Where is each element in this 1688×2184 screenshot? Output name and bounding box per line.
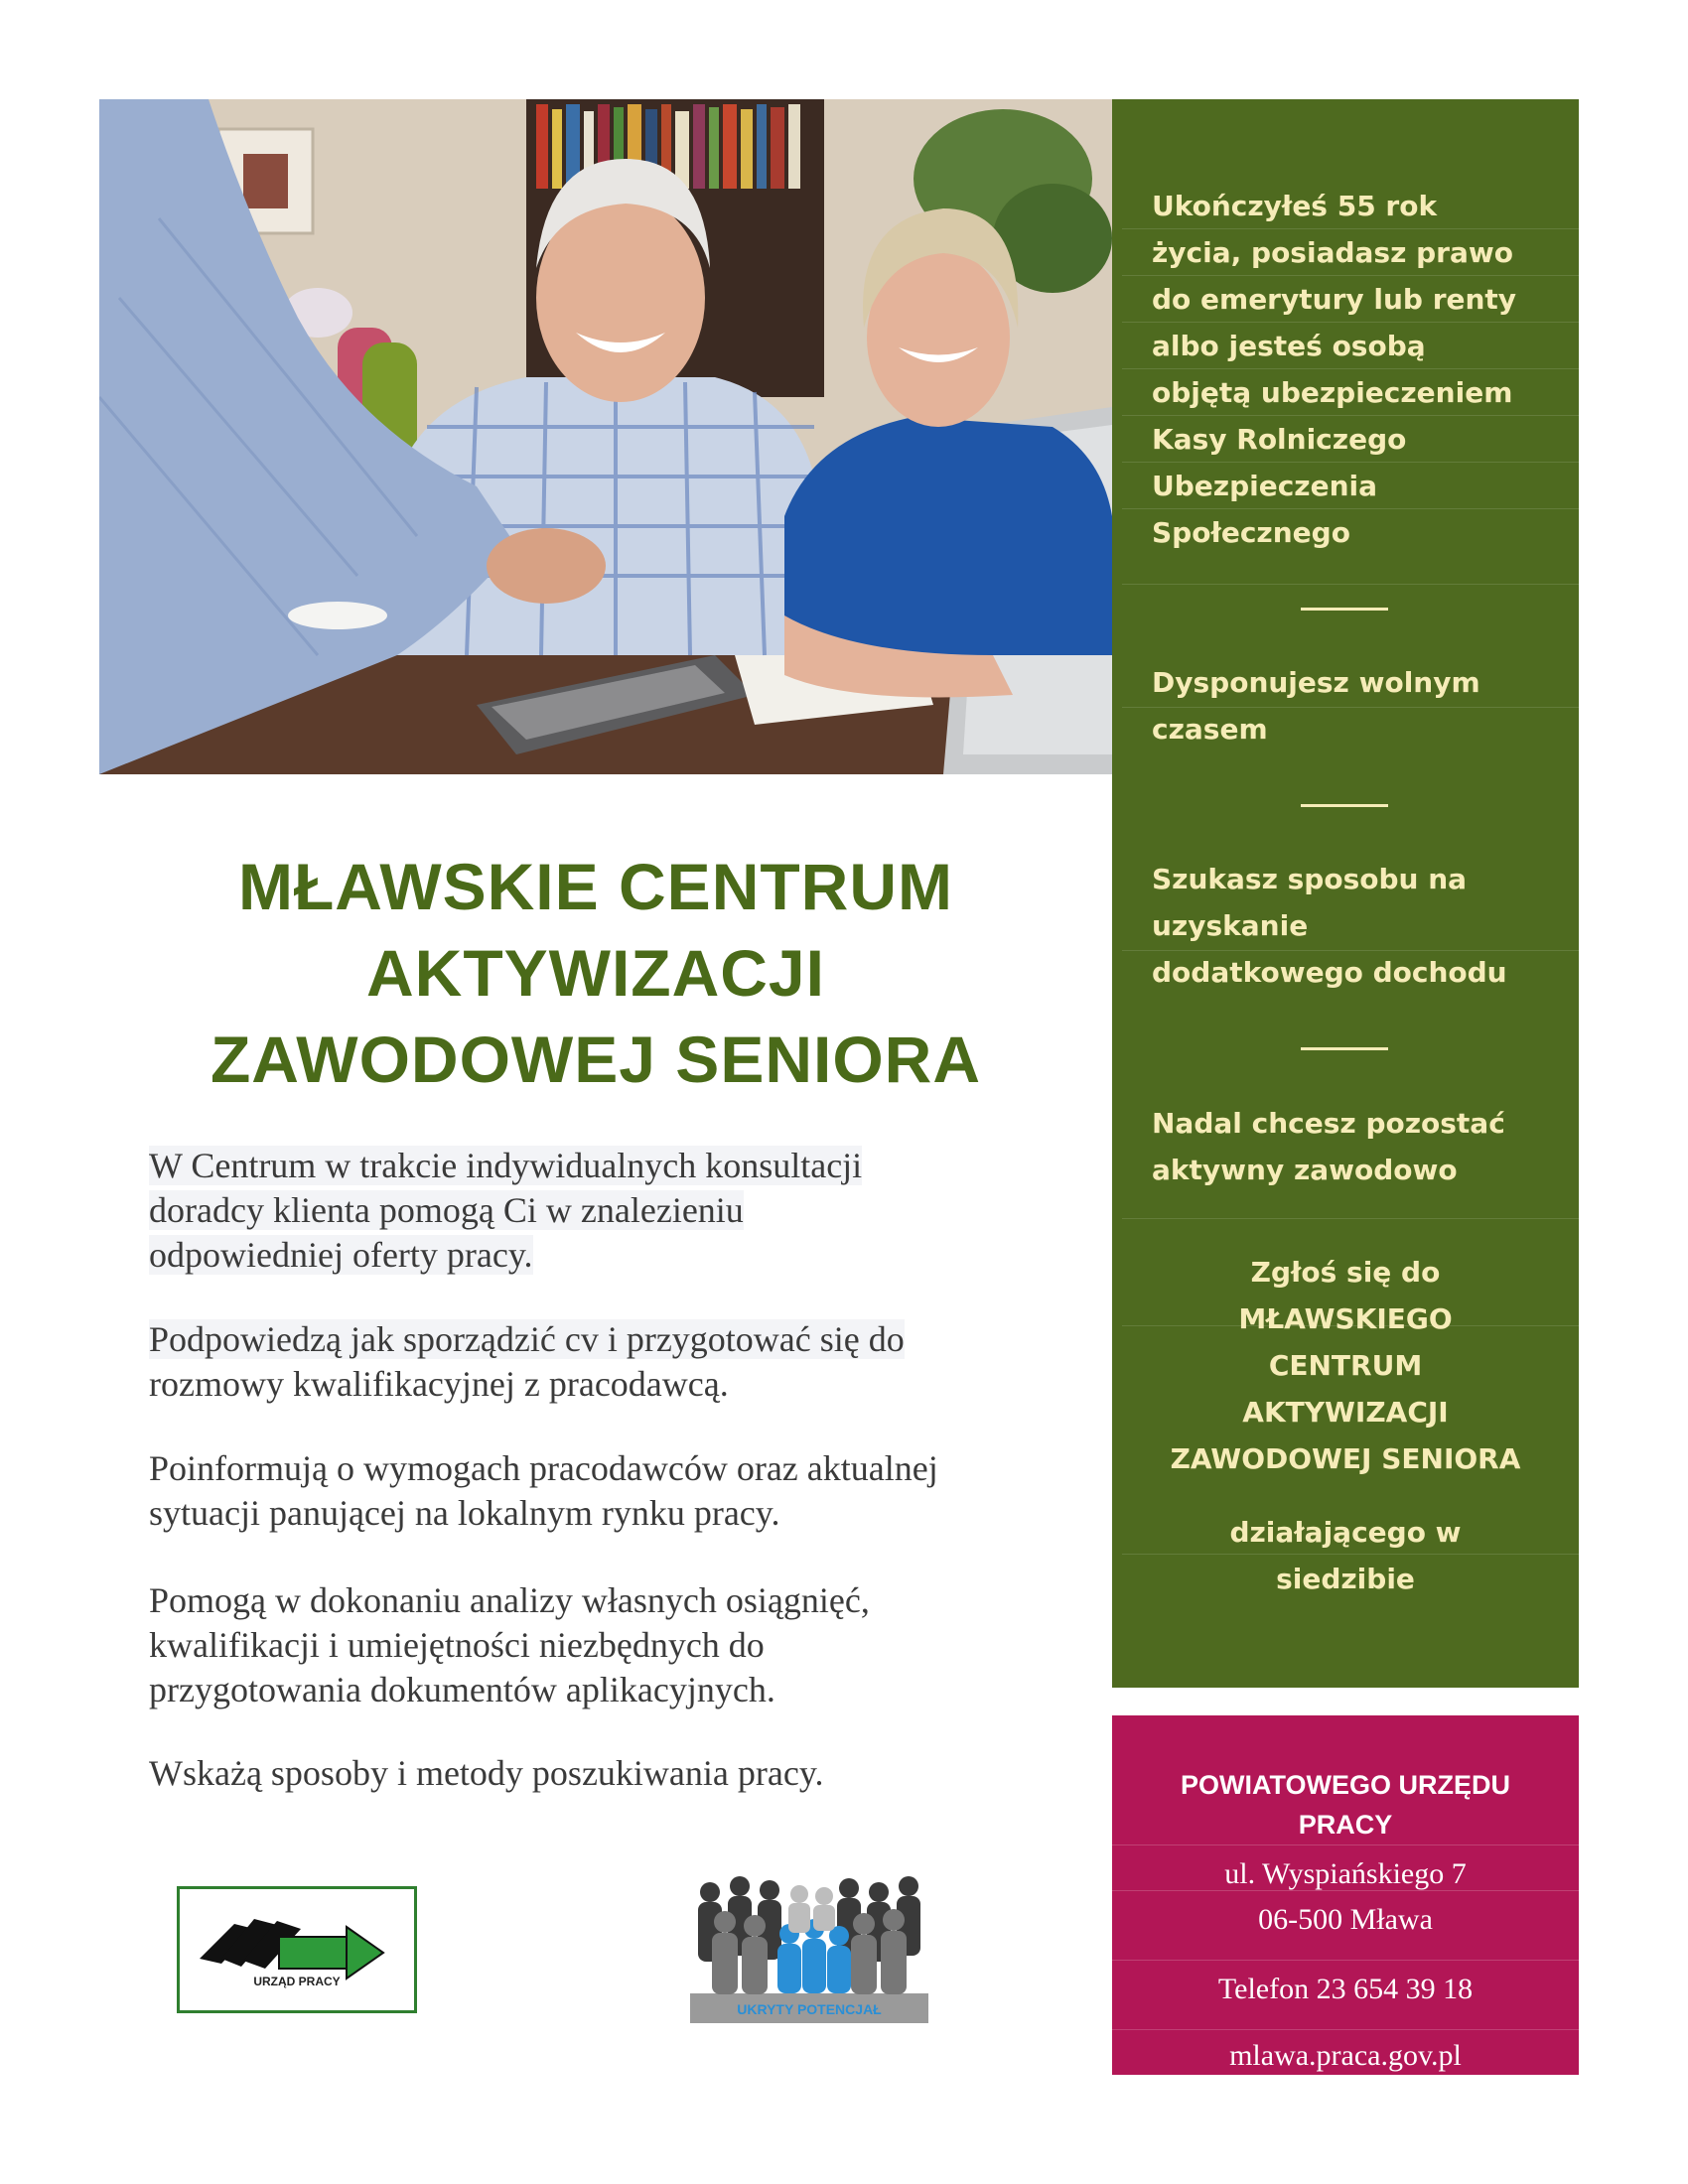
paragraph-line: Podpowiedzą jak sporządzić cv i przygotować się do bbox=[149, 1319, 905, 1359]
sidebar-line: czasem bbox=[1152, 713, 1268, 746]
sidebar-line: życia, posiadasz prawo bbox=[1152, 236, 1513, 269]
sidebar-line: aktywny zawodowo bbox=[1152, 1154, 1458, 1186]
paragraph-methods bbox=[149, 1751, 1102, 1796]
page-title bbox=[99, 844, 1092, 1103]
apply-label: Zgłoś się do bbox=[1250, 1256, 1441, 1289]
sidebar-line: ZAWODOWEJ SENIORA bbox=[1170, 1442, 1521, 1475]
paragraph-line: Wskażą sposoby i metody poszukiwania pracy. bbox=[149, 1753, 824, 1793]
paragraph-line: Poinformują o wymogach pracodawców oraz aktualnej bbox=[149, 1448, 938, 1488]
sidebar-line: Ukończyłeś 55 rok bbox=[1152, 190, 1438, 222]
center-name bbox=[1112, 1296, 1579, 1482]
criteria-extra-income bbox=[1152, 856, 1559, 996]
sidebar-line: Dysponujesz wolnym bbox=[1152, 666, 1480, 699]
paragraph-employers bbox=[149, 1446, 1102, 1536]
divider bbox=[1301, 1047, 1388, 1050]
sidebar-line: Społecznego bbox=[1152, 516, 1350, 549]
paragraph-line: odpowiedniej oferty pracy. bbox=[149, 1235, 533, 1275]
title-line-1: MŁAWSKIE CENTRUM bbox=[238, 850, 953, 923]
paragraph-analysis bbox=[149, 1578, 1102, 1712]
sidebar-line: Nadal chcesz pozostać bbox=[1152, 1107, 1505, 1140]
paragraph-line: przygotowania dokumentów aplikacyjnych. bbox=[149, 1670, 775, 1709]
office-name-line: POWIATOWEGO URZĘDU bbox=[1181, 1770, 1510, 1800]
urzad-pracy-logo bbox=[177, 1886, 417, 2013]
sidebar-line: siedzibie bbox=[1276, 1563, 1415, 1595]
seniors-consultation-image bbox=[99, 99, 1112, 774]
paragraph-cv bbox=[149, 1317, 1102, 1407]
divider bbox=[1301, 804, 1388, 807]
criteria-stay-active bbox=[1152, 1100, 1559, 1193]
ukryty-potencjal-logo bbox=[690, 1874, 928, 2023]
hero-photo bbox=[99, 99, 1112, 774]
title-line-2: AKTYWIZACJI bbox=[366, 936, 825, 1010]
office-website-link[interactable]: mlawa.praca.gov.pl bbox=[1229, 2039, 1462, 2072]
urzad-pracy-logo-text: URZĄD PRACY bbox=[253, 1975, 341, 1988]
office-street: ul. Wyspiańskiego 7 bbox=[1224, 1857, 1467, 1890]
office-name bbox=[1112, 1765, 1579, 1844]
criteria-age-pension bbox=[1152, 183, 1559, 556]
sidebar-line: AKTYWIZACJI bbox=[1242, 1396, 1449, 1429]
sidebar-line: Szukasz sposobu na bbox=[1152, 863, 1468, 895]
office-name-line: PRACY bbox=[1298, 1810, 1393, 1840]
paragraph-line: doradcy klienta pomogą Ci w znalezieniu bbox=[149, 1190, 744, 1230]
sidebar-line: do emerytury lub renty bbox=[1152, 283, 1517, 316]
office-phone: Telefon 23 654 39 18 bbox=[1217, 1973, 1474, 2005]
located-label bbox=[1112, 1509, 1579, 1602]
sidebar-line: MŁAWSKIEGO bbox=[1238, 1302, 1453, 1335]
sidebar-line: uzyskanie bbox=[1152, 909, 1309, 942]
criteria-free-time bbox=[1152, 659, 1559, 752]
sidebar-line: objętą ubezpieczeniem bbox=[1152, 376, 1513, 409]
paragraph-line: W Centrum w trakcie indywidualnych konsultacji bbox=[149, 1146, 863, 1185]
office-city: 06-500 Mława bbox=[1258, 1903, 1433, 1936]
divider bbox=[1301, 608, 1388, 611]
sidebar-line: albo jesteś osobą bbox=[1152, 330, 1426, 362]
ukryty-potencjal-logo-text: UKRYTY POTENCJAŁ bbox=[737, 2001, 882, 2017]
sidebar-line: Ubezpieczenia bbox=[1152, 470, 1378, 502]
sidebar-line: CENTRUM bbox=[1268, 1349, 1423, 1382]
title-line-3: ZAWODOWEJ SENIORA bbox=[210, 1023, 982, 1096]
sidebar-line: dodatkowego dochodu bbox=[1152, 956, 1507, 989]
paragraph-consultations bbox=[149, 1144, 1102, 1278]
eligibility-sidebar bbox=[1112, 99, 1579, 1688]
sidebar-line: Kasy Rolniczego bbox=[1152, 423, 1407, 456]
sidebar-line: działającego w bbox=[1229, 1516, 1462, 1549]
paragraph-line: Pomogą w dokonaniu analizy własnych osiągnięć, bbox=[149, 1580, 870, 1620]
urzad-pracy-arrow-icon bbox=[180, 1889, 414, 2010]
paragraph-line: kwalifikacji i umiejętności niezbędnych do bbox=[149, 1625, 765, 1665]
office-address-panel bbox=[1112, 1715, 1579, 2075]
paragraph-line: sytuacji panującej na lokalnym rynku pracy. bbox=[149, 1493, 780, 1533]
paragraph-line: rozmowy kwalifikacyjnej z pracodawcą. bbox=[149, 1364, 729, 1404]
